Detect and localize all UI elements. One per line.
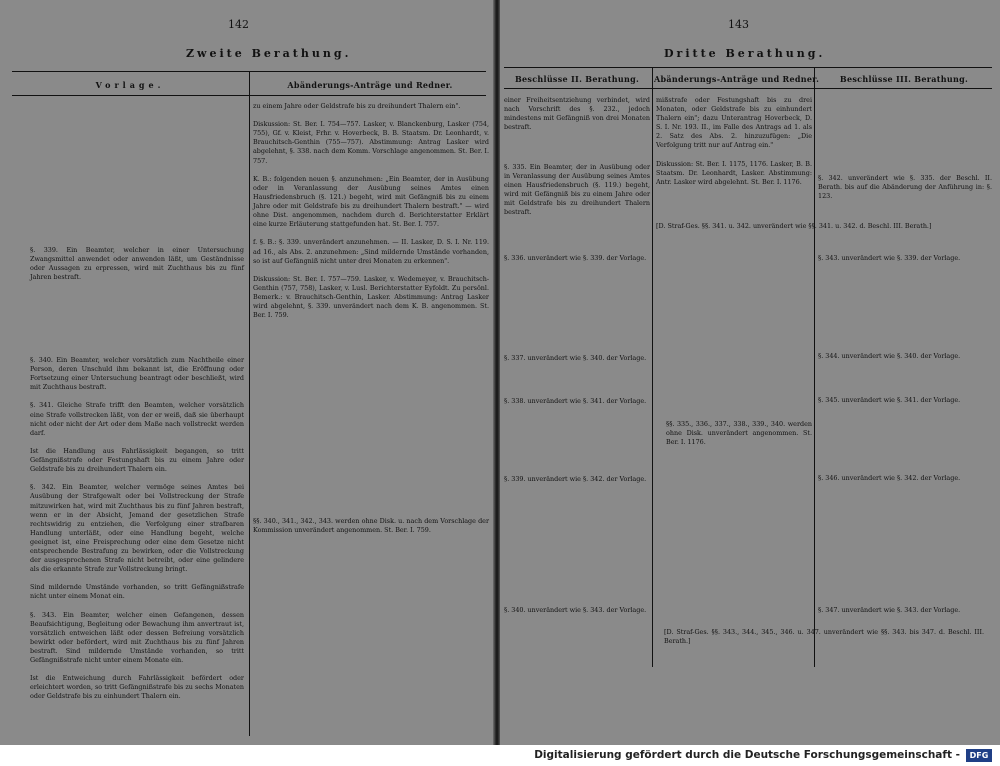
column-header-beschluesse-3: Beschlüsse III. Berathung. bbox=[839, 74, 969, 84]
table-rule-top-right bbox=[504, 67, 992, 68]
column-header-antraege: Abänderungs-Anträge und Redner. bbox=[287, 80, 453, 90]
beschluss-paragraph-340: §. 340. unverändert wie §. 343. der Vorlage. bbox=[504, 606, 647, 614]
page-title-right: Dritte Berathung. bbox=[664, 47, 826, 60]
straf-ges-note-2: [D. Straf-Ges. §§. 343., 344., 345., 346. u. 347. unverändert wie §§. 343. bis 347. d. Beschl. III. Berath.] bbox=[664, 628, 984, 646]
page-number-right: 143 bbox=[728, 18, 749, 31]
beschluss3-paragraph-342: §. 342. unverändert wie §. 335. der Beschl. II. Berath. bis auf die Abänderung der Anführung in: §. 123. bbox=[818, 174, 992, 201]
beschluss-text-top: einer Freiheitsentziehung verbindet, wird nach Vorschrift des §. 232., jedoch mindestens mit Gefängniß von drei Monaten bestraft. bbox=[504, 96, 650, 132]
antraege-paragraphs-335-340: §§. 335., 336., 337., 338., 339., 340. werden ohne Disk. unverändert angenommen. St. Ber. I. 1176. bbox=[666, 420, 812, 447]
beschluss3-paragraph-343: §. 343. unverändert wie §. 339. der Vorlage. bbox=[818, 254, 961, 262]
column-divider bbox=[249, 71, 250, 736]
beschluss-paragraph-339: §. 339. unverändert wie §. 342. der Vorlage. bbox=[504, 475, 647, 483]
column-divider-2 bbox=[814, 67, 815, 667]
column-header-vorlage: Vorlage. bbox=[95, 80, 165, 90]
vorlage-paragraph-339: §. 339. Ein Beamter, welcher in einer Untersuchung Zwangsmittel anwendet oder anwenden läßt, um Geständnisse oder Aussagen zu erpressen, wird mit Zuchthaus bis zu fünf Jahren bestraft. bbox=[30, 246, 244, 282]
beschluss3-paragraph-344: §. 344. unverändert wie §. 340. der Vorlage. bbox=[818, 352, 961, 360]
dfg-logo: DFG bbox=[966, 749, 992, 762]
left-page bbox=[0, 0, 494, 745]
beschluss-paragraph-338: §. 338. unverändert wie §. 341. der Vorlage. bbox=[504, 397, 647, 405]
straf-ges-note-1: [D. Straf-Ges. §§. 341. u. 342. unverändert wie §§. 341. u. 342. d. Beschl. III. Berath.] bbox=[656, 222, 932, 230]
beschluss-paragraph-337: §. 337. unverändert wie §. 340. der Vorlage. bbox=[504, 354, 647, 362]
beschluss3-paragraph-345: §. 345. unverändert wie §. 341. der Vorlage. bbox=[818, 396, 961, 404]
column-header-antraege-right: Abänderungs-Anträge und Redner. bbox=[654, 74, 820, 84]
column-divider-1 bbox=[652, 67, 653, 667]
antraege-text-2: §§. 340., 341., 342., 343. werden ohne Disk. u. nach dem Vorschlage der Kommission unverändert angenommen. St. Ber. I. 759. bbox=[253, 517, 489, 535]
beschluss3-paragraph-347: §. 347. unverändert wie §. 343. der Vorlage. bbox=[818, 606, 961, 614]
page-title-left: Zweite Berathung. bbox=[186, 47, 352, 60]
page-number-left: 142 bbox=[228, 18, 249, 31]
antraege-text-1: zu einem Jahre oder Geldstrafe bis zu dreihundert Thalern ein". Diskussion: St. Ber. I. 754—757. Lasker, v. Blanckenburg, Lasker (754, 755), Gf. v. Kleist, Frhr. v. Hoverbeck, B. B. Staatsm. Dr. Leonhardt, v. Brauchitsch-Genthin (755—757). Abstimmung: Antrag Lasker wird abgelehnt, §. 338. nach dem Komm. Vorschlage angenommen. St. Ber. I. 757. K. B.: folgenden neuen §. anzunehmen: „Ein Beamter, der in Ausübung oder in Veranlassung der Ausübung seines Amtes einen Hausfriedensbruch (§. 121.) begeht, wird mit Gefängniß bis zu einem Jahre oder mit Geldstrafe bis zu dreihundert Thalern bestraft." — wird ohne Dist. angenommen, nachdem durch d. Berichterstatter Erklärt eine kurze Erläuterung stattgefunden hat. St. Ber. I. 757. f. §. B.: §. 339. unverändert anzunehmen. — II. Lasker, D. S. I. Nr. 119. ad 16., als Abs. 2. anzunehmen: „Sind mildernde Umstände vorhanden, so ist auf Gefängniß nicht unter drei Monaten zu erkennen". Diskussion: St. Ber. I. 757—759. Lasker, v. Wedemeyer, v. Brauchitsch-Genthin (757, 758), Lasker, v. Lusl. Berichterstatter Eyfoldt. Zu persönl. Bemerk.: v. Brauchitsch-Genthin, Lasker. Abstimmung: Antrag Lasker wird abgelehnt, §. 339. unverändert nach dem K. B. angenommen. St. Ber. I. 759. bbox=[253, 102, 489, 320]
beschluss3-paragraph-346: §. 346. unverändert wie §. 342. der Vorlage. bbox=[818, 474, 961, 482]
column-header-beschluesse-2: Beschlüsse II. Berathung. bbox=[514, 74, 640, 84]
beschluss-paragraph-336: §. 336. unverändert wie §. 339. der Vorlage. bbox=[504, 254, 647, 262]
vorlage-paragraphs-340-343: §. 340. Ein Beamter, welcher vorsätzlich zum Nachtheile einer Person, deren Unschuld ihm bekannt ist, die Eröffnung oder Fortsetzung einer Untersuchung beantragt oder beschließt, wird mit Zuchthaus bestraft. §. 341. Gleiche Strafe trifft den Beamten, welcher vorsätzlich eine Strafe vollstrecken läßt, von der er weiß, daß sie überhaupt nicht oder nicht der Art oder dem Maße nach vollstreckt werden darf. Ist die Handlung aus Fahrlässigkeit begangen, so tritt Gefängnißstrafe oder Festungshaft bis zu einem Jahre oder Geldstrafe bis zu dreihundert Thalern ein. §. 342. Ein Beamter, welcher vermöge seines Amtes bei Ausübung der Strafgewalt oder bei Vollstreckung der Strafe mitzuwirken hat, wird mit Zuchthaus bis zu fünf Jahren bestraft, wenn er in der Absicht, Jemand der gesetzlichen Strafe rechtswidrig zu entziehen, die Verfolgung einer strafbaren Handlung unterläßt, oder eine Handlung begeht, welche geeignet ist, eine Freisprechung oder eine dem Gesetze nicht entsprechende Bestrafung zu bewirken, oder die Vollstreckung der ausgesprochenen Strafe nicht betreibt, oder eine gelindere als die erkannte Strafe zur Vollstreckung bringt. Sind mildernde Umstände vorhanden, so tritt Gefängnißstrafe nicht unter einem Monat ein. §. 343. Ein Beamter, welcher einen Gefangenen, dessen Beaufsichtigung, Begleitung oder Bewachung ihm anvertraut ist, vorsätzlich entweichen läßt oder dessen Befreiung vorsätzlich bewirkt oder befördert, wird mit Zuchthaus bis zu fünf Jahren bestraft. Sind mildernde Umstände vorhanden, so tritt Gefängnißstrafe nicht unter einem Monate ein. Ist die Entweichung durch Fahrlässigkeit befördert oder erleichtert worden, so tritt Gefängnißstrafe bis zu sechs Monaten oder Geldstrafe bis zu einhundert Thalern ein. bbox=[30, 356, 244, 701]
antraege-text-right: mißstrafe oder Festungshaft bis zu drei Monaten, oder Geldstrafe bis zu einhundert Thalern ein"; dazu Unterantrag Hoverbeck, D. S. I. Nr. 193. II., im Falle des Antrags ad 1. als 2. Satz des Abs. 2. hinzuzufügen: „Die Verfolgung tritt nur auf Antrag ein." Diskussion: St. Ber. I. 1175, 1176. Lasker, B. B. Staatsm. Dr. Leonhardt, Lasker. Abstimmung: Antr. Lasker wird abgelehnt. St. Ber. I. 1176. bbox=[656, 96, 812, 186]
beschluss-paragraph-335: §. 335. Ein Beamter, der in Ausübung oder in Veranlassung der Ausübung seines Amtes einen Hausfriedensbruch (§. 119.) begeht, wird mit Gefängniß bis zu einem Jahre oder mit Geldstrafe bis zu dreihundert Thalern bestraft. bbox=[504, 163, 650, 217]
footer-bar bbox=[0, 745, 1000, 766]
footer-credit: Digitalisierung gefördert durch die Deutsche Forschungsgemeinschaft - bbox=[534, 749, 960, 761]
table-rule-header-right bbox=[504, 88, 992, 89]
right-page bbox=[500, 0, 1000, 745]
